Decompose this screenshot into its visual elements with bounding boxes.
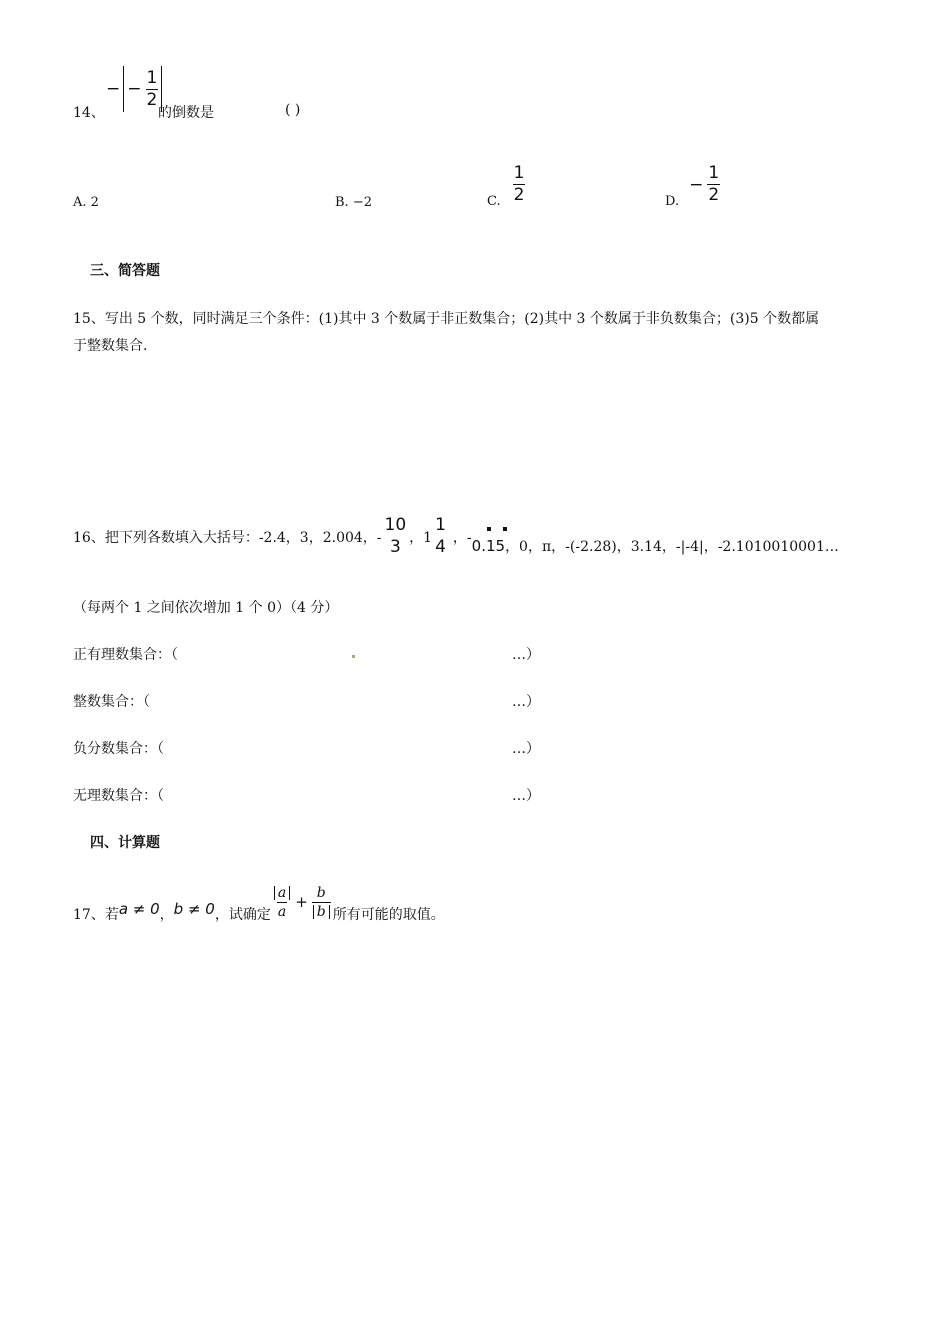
- q17-f1-num: a: [273, 886, 291, 902]
- q16-fraction-10-3: [384, 517, 408, 556]
- q14-option-b: B. −2: [335, 195, 372, 210]
- q16-set-irrational: [73, 785, 164, 805]
- q16-set-irrational-end: …）: [512, 788, 540, 804]
- q14-option-c-den: 2: [513, 185, 525, 205]
- q14-expression: [106, 66, 162, 112]
- q16-f2-den: 4: [435, 537, 446, 557]
- q16-set-positive-rational-end: …）: [512, 647, 540, 663]
- q17-f1-den: a: [277, 903, 287, 920]
- q17-f2-den: b: [312, 902, 331, 919]
- q15-line-1: 15、写出 5 个数，同时满足三个条件：(1)其中 3 个数属于非正数集合；(2)其中 3 个数属于非负数集合；(3)5 个数都属: [73, 311, 820, 327]
- q14-option-c-num: 1: [513, 163, 525, 183]
- q16-sep-1: ，1: [409, 529, 433, 546]
- q14-option-a: A. 2: [73, 195, 99, 210]
- q14-option-c-label: C.: [487, 194, 501, 209]
- q16-intro: 16、把下列各数填入大括号：-2.4，3，2.004，-: [73, 529, 382, 546]
- q16-set-negative-fraction-end: …）: [512, 741, 540, 757]
- q17-fraction-b-over-abs-b: [312, 886, 331, 919]
- q17-f2-num: b: [316, 884, 326, 901]
- section-4-heading: 四、计算题: [90, 835, 160, 851]
- stray-mark-icon: [352, 655, 355, 658]
- q14-number: 14、: [73, 105, 105, 121]
- q14-abs-value: [123, 66, 162, 112]
- set-label: 负分数集合：（: [73, 741, 164, 757]
- q14-frac-num: 1: [146, 67, 158, 88]
- q14-option-d-neg: −: [689, 174, 704, 195]
- q16-repeating-decimal: [472, 537, 505, 555]
- q16-rest: ，0，π，-(-2.28)，3.14，-|-4|，-2.1010010001…: [505, 538, 839, 555]
- q16-f2-num: 1: [435, 515, 446, 535]
- q14-option-c: [487, 160, 525, 209]
- q16-repeating-digits: 0.15: [471, 536, 506, 555]
- q16-set-negative-fraction: [73, 738, 164, 758]
- q16-sep-2: ，-: [452, 529, 472, 546]
- q17-cond-b: b ≠ 0: [173, 900, 215, 918]
- q16-f1-num: 10: [384, 515, 407, 535]
- set-label: 无理数集合：（: [73, 788, 164, 804]
- q14-option-d-num: 1: [708, 163, 720, 183]
- q14-fraction: [146, 67, 159, 110]
- q14-option-d-fraction: [707, 165, 720, 204]
- q16-set-positive-rational: [73, 644, 178, 664]
- q17-mid: ，试确定: [214, 907, 271, 923]
- q14-option-d-label: D.: [665, 194, 680, 209]
- q14-expr-neg: −: [106, 79, 121, 99]
- section-3-heading: 三、简答题: [90, 263, 160, 279]
- q14-frac-den: 2: [146, 89, 158, 110]
- q16-f1-den: 3: [389, 537, 401, 557]
- repeat-dot-icon: [503, 527, 507, 531]
- q16-statement: [73, 517, 839, 556]
- q16-note: （每两个 1 之间依次增加 1 个 0）（4 分）: [73, 600, 339, 616]
- q16-fraction-1-4: [434, 517, 447, 556]
- q17-fraction-abs-a-over-a: [273, 886, 291, 919]
- q17-prefix: 17、若: [73, 907, 119, 923]
- q16-set-integer-end: …）: [512, 694, 540, 710]
- q16-set-integer: [73, 691, 150, 711]
- q14-option-d: [665, 160, 720, 209]
- q17-suffix: 所有可能的取值。: [332, 907, 445, 923]
- q15-line-2: 于整数集合.: [73, 338, 148, 354]
- q14-tail: 的倒数是: [158, 105, 214, 121]
- q17-cond-a: a ≠ 0: [118, 900, 160, 918]
- set-label: 正有理数集合：（: [73, 647, 178, 663]
- q17-plus: +: [295, 893, 308, 911]
- q14-inner-neg: −: [127, 79, 142, 99]
- set-label: 整数集合：（: [73, 694, 150, 710]
- q17-statement: [73, 880, 445, 924]
- q14-answer-paren: ( ): [285, 102, 301, 118]
- q14-option-d-den: 2: [708, 185, 720, 205]
- q17-comma: ，: [159, 907, 174, 923]
- repeat-dot-icon: [487, 527, 491, 531]
- q14-option-c-fraction: [513, 165, 526, 204]
